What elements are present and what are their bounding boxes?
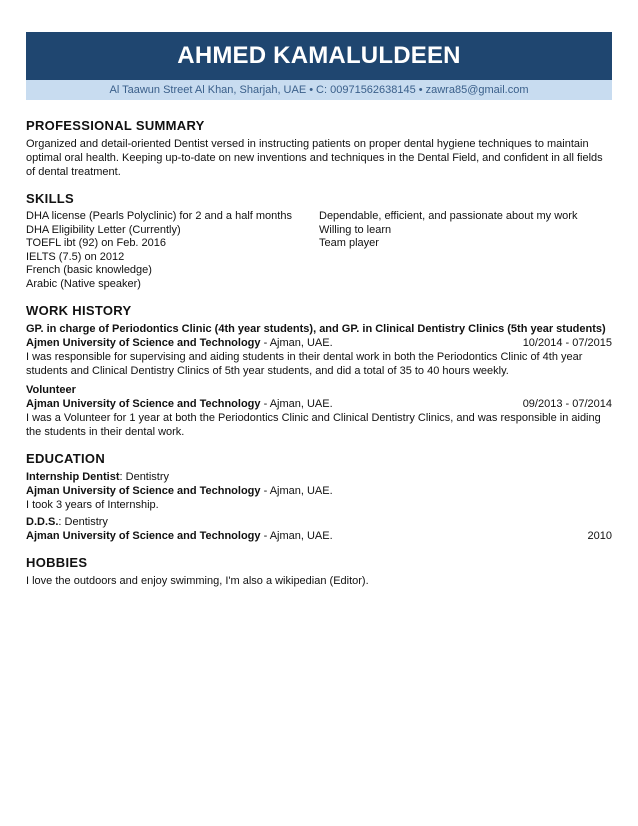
skill-item: Willing to learn [319, 223, 392, 236]
job-dates: 09/2013 - 07/2014 [522, 398, 612, 410]
skills-left-column [26, 210, 319, 291]
contact-email[interactable]: zawra85@gmail.com [425, 84, 529, 96]
education-date: 2010 [587, 530, 612, 542]
job-org: Ajman University of Science and Technology [26, 398, 261, 410]
education-degree: Internship Dentist [26, 471, 120, 483]
job-org-row [26, 336, 612, 350]
job-org: Ajmen University of Science and Technology [26, 337, 261, 349]
hobbies-text: I love the outdoors and enjoy swimming, I'm also a wikipedian (Editor). [26, 575, 369, 587]
work-history-heading: WORK HISTORY [26, 303, 132, 318]
education-heading: EDUCATION [26, 451, 106, 466]
education-degree: D.D.S. [26, 516, 59, 528]
education-location: - Ajman, UAE. [260, 485, 333, 497]
job-role: GP. in charge of Periodontics Clinic (4th year students), and GP. in Clinical Dentistry Clinics (5th year students) [26, 323, 606, 335]
skill-item: Team player [319, 237, 379, 249]
education-location: - Ajman, UAE. [260, 530, 333, 542]
resume-body [26, 118, 612, 588]
skills-right-column [319, 210, 612, 291]
education-entry [26, 470, 612, 512]
skill-item: DHA Eligibility Letter (Currently) [26, 223, 181, 236]
education-degree-line [26, 470, 612, 484]
skill-item: DHA license (Pearls Polyclinic) for 2 and a half months [26, 210, 292, 222]
education-field: : Dentistry [58, 516, 108, 528]
skill-item: Dependable, efficient, and passionate about my work [319, 210, 578, 222]
bullet-separator: • [418, 84, 423, 96]
job-description: I was a Volunteer for 1 year at both the Periodontics Clinic and Clinical Dentistry Clinics, and was responsible in aiding the students in their dental work. [26, 412, 601, 438]
education-field: : Dentistry [119, 471, 170, 483]
education-org-row [26, 529, 612, 543]
contact-phone: C: 00971562638145 [316, 84, 416, 96]
skill-item: French (basic knowledge) [26, 264, 152, 276]
education-note: I took 3 years of Internship. [26, 499, 159, 511]
job-location: - Ajman, UAE. [260, 337, 333, 349]
skill-item: TOEFL ibt (92) on Feb. 2016 [26, 237, 167, 249]
job-entry [26, 383, 612, 439]
job-dates: 10/2014 - 07/2015 [522, 337, 612, 349]
contact-address: Al Taawun Street Al Khan, Sharjah, UAE [109, 84, 307, 96]
resume-header [26, 32, 612, 80]
job-location: - Ajman, UAE. [260, 398, 333, 410]
job-entry [26, 322, 612, 378]
summary-heading: PROFESSIONAL SUMMARY [26, 118, 205, 133]
skills-list [26, 210, 612, 291]
job-description: I was responsible for supervising and aiding students in their dental work in both the Periodontics Clinic of 4th year students and Clinical Dentistry Clinics of 5th year students, and did a total of 35 to 40 hours weekly. [26, 351, 583, 377]
education-entry [26, 515, 612, 543]
job-role: Volunteer [26, 384, 76, 396]
education-degree-line [26, 515, 612, 529]
job-org-row [26, 397, 612, 411]
summary-text: Organized and detail-oriented Dentist versed in instructing patients on proper dental hygiene techniques to maintain optimal oral health. Keeping up-to-date on new inventions and techniques in the Dental Field, and confident in all fields of dental treatment. [26, 138, 603, 178]
skill-item: Arabic (Native speaker) [26, 277, 141, 290]
candidate-name: AHMED KAMALULDEEN [177, 42, 461, 69]
education-org: Ajman University of Science and Technology [26, 530, 261, 542]
education-org: Ajman University of Science and Technology [26, 485, 261, 497]
skills-heading: SKILLS [26, 191, 75, 206]
bullet-separator: • [309, 84, 314, 96]
education-org-row [26, 484, 612, 498]
contact-bar [26, 80, 612, 100]
skill-item: IELTS (7.5) on 2012 [26, 250, 125, 263]
hobbies-heading: HOBBIES [26, 555, 88, 570]
